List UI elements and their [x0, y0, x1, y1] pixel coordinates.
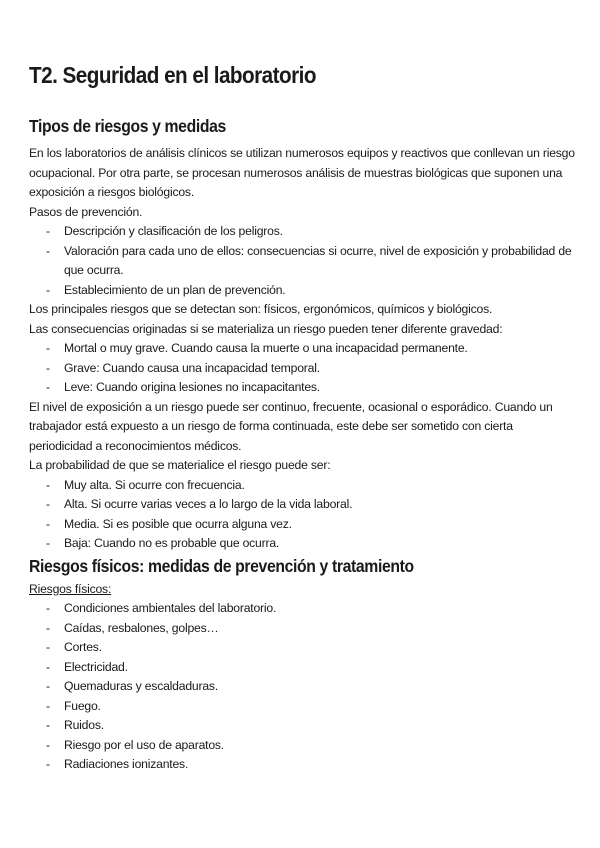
list-item: - Leve: Cuando origina lesiones no incapacitantes. [29, 378, 577, 398]
dash-bullet: - [46, 757, 50, 771]
probability-list [29, 476, 577, 554]
dash-bullet: - [46, 737, 50, 752]
probability-label: La probabilidad de que se materialice el riesgo puede ser: [29, 458, 331, 472]
list-item: - Quemaduras y escaldaduras. [29, 677, 577, 697]
list-item: - Establecimiento de un plan de prevención. [29, 281, 577, 301]
list-item: - Ruidos. [29, 716, 577, 736]
dash-bullet: - [46, 698, 50, 713]
list-item: - Condiciones ambientales del laboratorio. [29, 599, 577, 619]
list-item: - Electricidad. [29, 658, 577, 678]
dash-bullet: - [46, 516, 50, 531]
list-item: - Radiaciones ionizantes. [29, 755, 577, 775]
dash-bullet: - [46, 497, 50, 511]
dash-bullet: - [46, 718, 50, 732]
exposure-paragraph: El nivel de exposición a un riesgo puede ser continuo, frecuente, ocasional o esporádico. Cuando un trabajador está expuesto a un riesgo de forma continuada, este debe ser sometido con cierta periodicidad a reconocimientos médicos. [29, 399, 553, 453]
list-item: - Descripción y clasificación de los peligros. [29, 222, 577, 242]
document-page [29, 58, 577, 775]
list-item: - Fuego. [29, 697, 577, 717]
page-title: T2. Seguridad en el laboratorio [29, 62, 316, 88]
dash-bullet: - [46, 679, 50, 693]
physical-risks-subheading: Riesgos físicos: [29, 581, 112, 596]
list-item: - Riesgo por el uso de aparatos. [29, 736, 577, 756]
dash-bullet: - [46, 640, 50, 654]
steps-label: Pasos de prevención. [29, 204, 143, 219]
dash-bullet: - [46, 601, 50, 615]
dash-bullet: - [46, 224, 50, 238]
section-heading-risk-types: Tipos de riesgos y medidas [29, 116, 226, 136]
dash-bullet: - [46, 341, 50, 355]
list-item: - Muy alta. Si ocurre con frecuencia. [29, 476, 577, 496]
list-item: - Valoración para cada uno de ellos: consecuencias si ocurre, nivel de exposición y probabilidad de que ocurra. [46, 243, 572, 277]
dash-bullet: - [46, 659, 50, 674]
dash-bullet: - [46, 380, 50, 394]
list-item: - Mortal o muy grave. Cuando causa la muerte o una incapacidad permanente. [29, 339, 577, 359]
list-item: - Caídas, resbalones, golpes… [29, 619, 577, 639]
intro-paragraph: En los laboratorios de análisis clínicos se utilizan numerosos equipos y reactivos que conllevan un riesgo ocupacional. Por otra parte, se procesan numerosos análisis de muestras biológicas que suponen una exposición a riesgos biológicos. [29, 146, 575, 199]
dash-bullet: - [46, 282, 50, 297]
section-heading-physical-risks: Riesgos físicos: medidas de prevención y tratamiento [29, 555, 414, 576]
dash-bullet: - [46, 536, 50, 550]
physical-risks-list [29, 599, 577, 775]
list-item: - Media. Si es posible que ocurra alguna vez. [29, 515, 577, 535]
dash-bullet: - [46, 620, 50, 635]
list-item: - Baja: Cuando no es probable que ocurra. [29, 534, 577, 554]
list-item: - Alta. Si ocurre varias veces a lo largo de la vida laboral. [29, 495, 577, 515]
consequences-label: Las consecuencias originadas si se materializa un riesgo pueden tener diferente gravedad: [29, 321, 503, 336]
consequences-list [29, 339, 577, 398]
dash-bullet: - [46, 243, 50, 258]
main-risks-paragraph: Los principales riesgos que se detectan son: físicos, ergonómicos, químicos y biológicos. [29, 302, 493, 316]
list-item: - Grave: Cuando causa una incapacidad temporal. [29, 359, 577, 379]
prevention-steps-list [29, 222, 577, 300]
dash-bullet: - [46, 477, 50, 492]
list-item: - Cortes. [29, 638, 577, 658]
dash-bullet: - [46, 360, 50, 375]
